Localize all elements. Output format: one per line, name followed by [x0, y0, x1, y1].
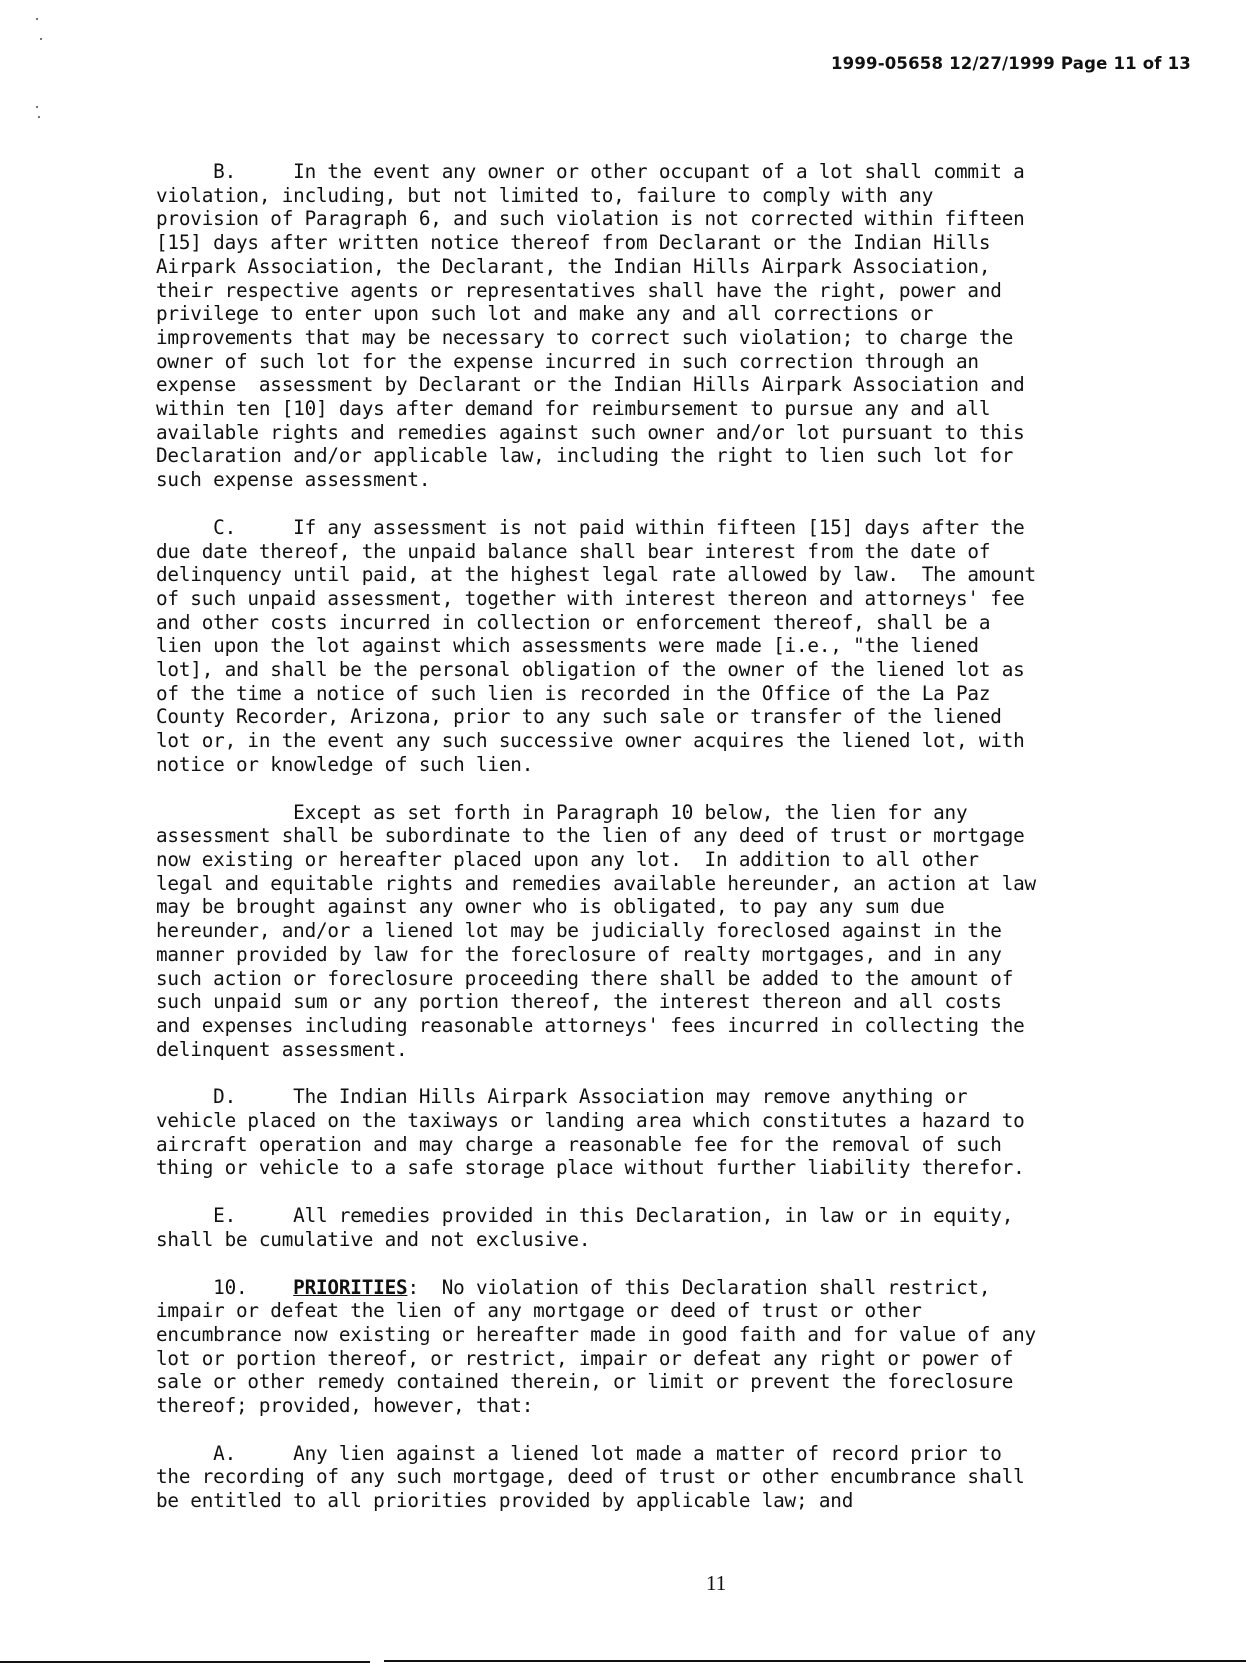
paragraph-d: D. The Indian Hills Airpark Association may remove anything or vehicle placed on the taxiways or landing area which constitutes a hazard to aircraft operation and may charge a reasonable fee for the removal of such thing or vehicle to a safe storage place without further liability therefor.	[156, 1085, 1025, 1180]
paragraph-c: C. If any assessment is not paid within fifteen [15] days after the due date thereof, the unpaid balance shall bear interest from the date of delinquency until paid, at the highest legal rate allowed by law. The amount of such unpaid assessment, together with interest thereon and attorneys' fee and other costs incurred in collection or enforcement thereof, shall be a lien upon the lot against which assessments were made [i.e., "the liened lot], and shall be the personal obligation of the owner of the liened lot as of the time a notice of such lien is recorded in the Office of the La Paz County Recorder, Arizona, prior to any such sale or transfer of the liened lot or, in the event any such successive owner acquires the liened lot, with notice or knowledge of such lien.	[156, 515, 1036, 776]
paragraph-except: Except as set forth in Paragraph 10 below, the lien for any assessment shall be subordinate to the lien of any deed of trust or mortgage now existing or hereafter placed upon any lot. In addition to all other legal and equitable rights and remedies available hereunder, an action at law may be brought against any owner who is obligated, to pay any sum due hereunder, and/or a liened lot may be judicially foreclosed against in the manner provided by law for the foreclosure of realty mortgages, and in any such action or foreclosure proceeding there shall be added to the amount of such unpaid sum or any portion thereof, the interest thereon and all costs and expenses including reasonable attorneys' fees incurred in collecting the delinquent assessment.	[156, 800, 1036, 1061]
scan-speck	[36, 18, 38, 20]
recording-header: 1999-05658 12/27/1999 Page 11 of 13	[830, 54, 1191, 73]
paragraph-10	[156, 1276, 1116, 1418]
scan-speck	[38, 116, 40, 118]
paragraph-10a: A. Any lien against a liened lot made a matter of record prior to the recording of any such mortgage, deed of trust or other encumbrance shall be entitled to all priorities provided by applicable law; and	[156, 1441, 1025, 1513]
paragraph-b: B. In the event any owner or other occupant of a lot shall commit a violation, including, but not limited to, failure to comply with any provision of Paragraph 6, and such violation is not corrected within fifteen [15] days after written notice thereof from Declarant or the Indian Hills Airpark Association, the Declarant, the Indian Hills Airpark Association, their respective agents or representatives shall have the right, power and privilege to enter upon such lot and make any and all corrections or improvements that may be necessary to correct such violation; to charge the owner of such lot for the expense incurred in such correction through an expense assessment by Declarant or the Indian Hills Airpark Association and within ten [10] days after demand for reimbursement to pursue any and all available rights and remedies against such owner and/or lot pursuant to this Declaration and/or applicable law, including the right to lien such lot for such expense assessment.	[156, 160, 1025, 492]
scan-edge-line	[384, 1660, 1246, 1662]
priorities-heading: PRIORITIES	[293, 1275, 408, 1299]
paragraph-e: E. All remedies provided in this Declaration, in law or in equity, shall be cumulative and not exclusive.	[156, 1204, 1014, 1251]
scan-edge-line	[0, 1661, 370, 1663]
scan-speck	[40, 38, 42, 40]
paragraph-10-rest: impair or defeat the lien of any mortgage or deed of trust or other encumbrance now existing or hereafter made in good faith and for value of any lot or portion thereof, or restrict, impair or defeat any right or power of sale or other remedy contained therein, or limit or prevent the foreclosure thereof; provided, however, that:	[156, 1299, 1036, 1418]
paragraph-10-first-line: : No violation of this Declaration shall restrict,	[407, 1275, 991, 1299]
scan-speck	[36, 106, 38, 108]
document-body	[156, 160, 1116, 1513]
page-number: 11	[706, 1571, 727, 1595]
paragraph-10-number: 10.	[156, 1275, 294, 1299]
